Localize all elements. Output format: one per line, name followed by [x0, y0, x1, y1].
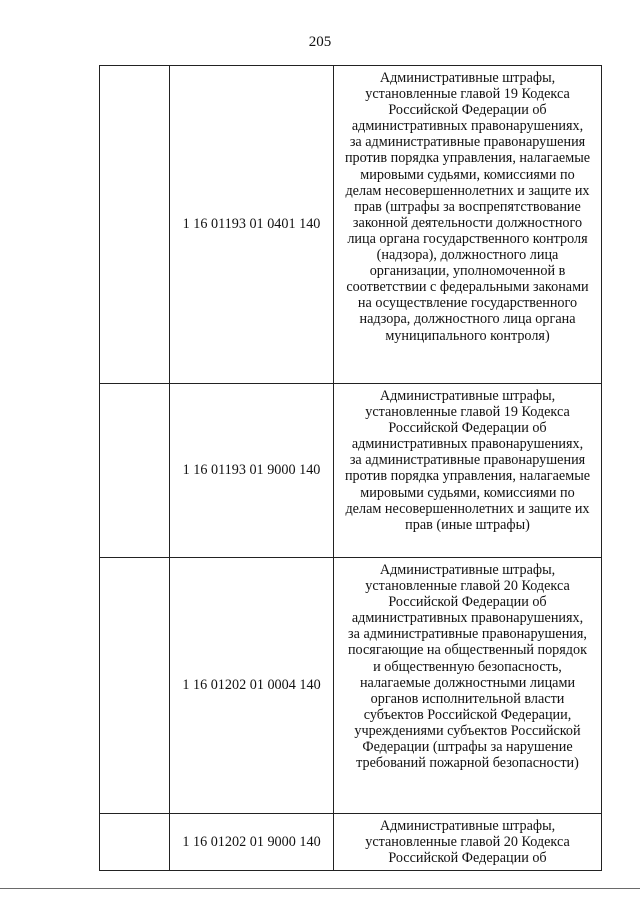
description-line: Российской Федерации об [388, 102, 547, 119]
description-line: за административные правонарушения [349, 452, 586, 469]
description-line: установленные главой 19 Кодекса [365, 404, 570, 421]
description-line: установленные главой 20 Кодекса [365, 834, 570, 851]
description-line: административных правонарушениях, [351, 436, 584, 453]
table-row [100, 66, 602, 384]
description-line: органов исполнительной власти [370, 690, 565, 707]
description-line: соответствии с федеральными законами [346, 279, 589, 296]
description-cell [334, 66, 602, 384]
description-line: Российской Федерации об [388, 420, 547, 437]
page-bottom-rule [0, 888, 640, 889]
budget-code-cell: 1 16 01193 01 0401 140 [170, 66, 334, 384]
description-line: учреждениями субъектов Российской [354, 722, 581, 739]
description-line: посягающие на общественный порядок [347, 642, 588, 659]
budget-code-cell: 1 16 01202 01 9000 140 [170, 814, 334, 871]
budget-code-cell: 1 16 01202 01 0004 140 [170, 558, 334, 814]
description-line: налагаемые должностными лицами [359, 674, 576, 691]
description-line: требований пожарной безопасности) [356, 755, 579, 772]
description-line: прав (штрафы за воспрепятствование [354, 198, 581, 215]
description-cell [334, 384, 602, 558]
description-line: административных правонарушениях, [351, 610, 584, 627]
blank-cell [100, 66, 170, 384]
description-line: установленные главой 19 Кодекса [365, 86, 570, 103]
description-line: установленные главой 20 Кодекса [365, 578, 570, 595]
budget-code-cell: 1 16 01193 01 9000 140 [170, 384, 334, 558]
description-line: административных правонарушениях, [351, 118, 584, 135]
description-line: надзора, должностного лица органа [359, 311, 576, 328]
description-line: муниципального контроля) [385, 327, 550, 344]
description-line: за административные правонарушения, [348, 626, 587, 643]
table-row [100, 384, 602, 558]
description-line: законной деятельности должностного [352, 214, 583, 231]
description-line: против порядка управления, налагаемые [344, 468, 591, 485]
description-line: Административные штрафы, [379, 562, 556, 578]
table-row [100, 558, 602, 814]
description-line: Административные штрафы, [379, 388, 556, 404]
description-line: делам несовершеннолетних и защите их [345, 182, 590, 199]
blank-cell [100, 814, 170, 871]
description-line: лица органа государственного контроля [347, 230, 588, 247]
description-line: против порядка управления, налагаемые [344, 150, 591, 167]
description-line: мировыми судьями, комиссиями по [360, 166, 575, 183]
description-line: прав (иные штрафы) [405, 516, 530, 533]
description-line: Российской Федерации об [388, 594, 547, 611]
description-line: за административные правонарушения [349, 134, 586, 151]
description-line: Федерации (штрафы за нарушение [362, 739, 573, 756]
description-line: и общественную безопасность, [373, 658, 562, 675]
description-line: субъектов Российской Федерации, [363, 706, 572, 723]
blank-cell [100, 558, 170, 814]
description-line: делам несовершеннолетних и защите их [345, 500, 590, 517]
page-number: 205 [308, 34, 332, 50]
description-line: мировыми судьями, комиссиями по [360, 484, 575, 501]
description-line: Российской Федерации об [388, 850, 547, 867]
description-line: организации, уполномоченной в [369, 263, 566, 280]
description-line: на осуществление государственного [357, 295, 578, 312]
description-cell [334, 814, 602, 871]
blank-cell [100, 384, 170, 558]
description-line: Административные штрафы, [379, 70, 556, 86]
description-line: Административные штрафы, [379, 818, 556, 834]
table-row [100, 814, 602, 871]
budget-classification-table [99, 65, 602, 871]
description-cell [334, 558, 602, 814]
description-line: (надзора), должностного лица [376, 247, 559, 264]
